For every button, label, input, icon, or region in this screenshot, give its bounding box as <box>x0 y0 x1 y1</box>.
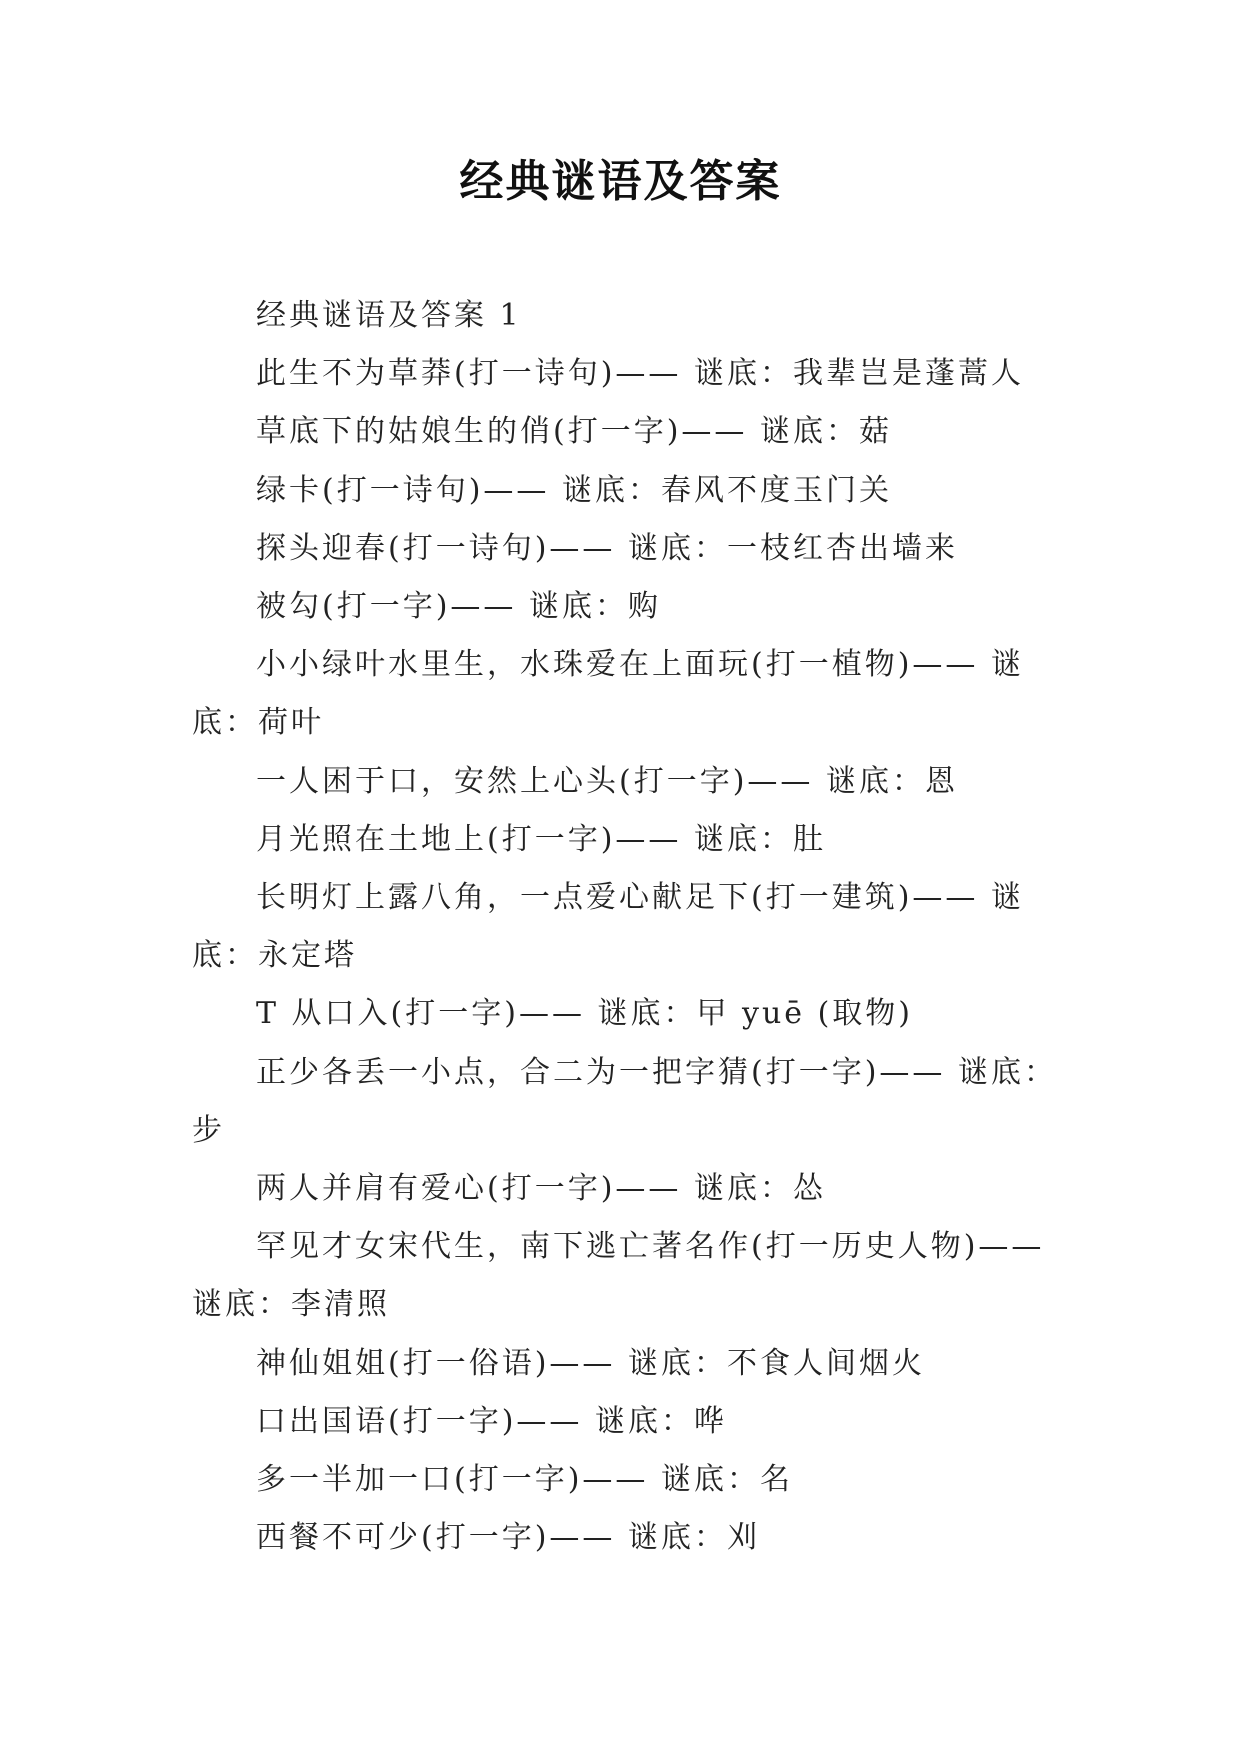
riddle-paragraph: 小小绿叶水里生，水珠爱在上面玩(打一植物)—— 谜底：荷叶 <box>192 647 1024 741</box>
riddle-paragraph: 正少各丢一小点，合二为一把字猜(打一字)—— 谜底：步 <box>192 1054 1057 1148</box>
riddle-paragraph: 口出国语(打一字)—— 谜底：哗 <box>256 1403 727 1439</box>
riddle-paragraph: 两人并肩有爱心(打一字)—— 谜底：怂 <box>256 1171 826 1207</box>
riddle-paragraph: 绿卡(打一诗句)—— 谜底：春风不度玉门关 <box>256 472 892 508</box>
section-heading: 经典谜语及答案 1 <box>256 298 522 333</box>
riddle-paragraph: 西餐不可少(打一字)—— 谜底：刈 <box>256 1520 760 1556</box>
riddle-paragraph: T 从口入(打一字)—— 谜底：曱 yuē (取物) <box>256 996 913 1032</box>
riddle-paragraph: 神仙姐姐(打一俗语)—— 谜底：不食人间烟火 <box>256 1345 925 1381</box>
riddle-paragraph: 一人困于口，安然上心头(打一字)—— 谜底：恩 <box>256 763 958 799</box>
riddle-paragraph: 被勾(打一字)—— 谜底：购 <box>256 589 661 625</box>
riddle-paragraph: 多一半加一口(打一字)—— 谜底：名 <box>256 1462 793 1498</box>
riddle-paragraph: 长明灯上露八角，一点爱心献足下(打一建筑)—— 谜底：永定塔 <box>192 880 1024 974</box>
riddle-paragraph: 探头迎春(打一诗句)—— 谜底：一枝红杏出墙来 <box>256 530 958 566</box>
riddle-paragraph: 罕见才女宋代生，南下逃亡著名作(打一历史人物)—— 谜底：李清照 <box>192 1229 1045 1323</box>
riddle-paragraph: 此生不为草莽(打一诗句)—— 谜底：我辈岂是蓬蒿人 <box>256 356 1024 392</box>
document-body <box>192 287 1062 1567</box>
document-title: 经典谜语及答案 <box>459 156 782 207</box>
riddle-paragraph: 草底下的姑娘生的俏(打一字)—— 谜底：菇 <box>256 414 892 450</box>
riddle-paragraph: 月光照在土地上(打一字)—— 谜底：肚 <box>256 821 826 857</box>
